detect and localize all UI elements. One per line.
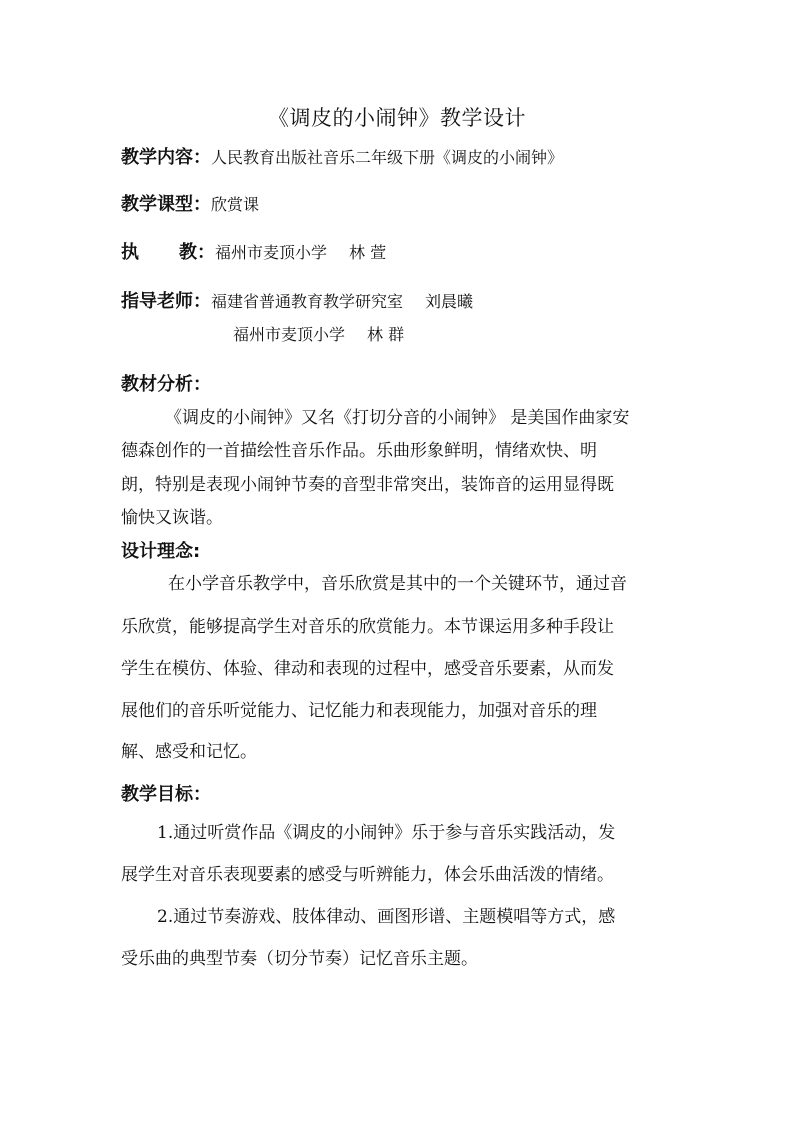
goal-line: 展学生对音乐表现要素的感受与听辨能力，体会乐曲活泼的情绪。 xyxy=(121,865,614,885)
advisor2-name: 林 群 xyxy=(367,325,405,344)
page-title: 《调皮的小闹钟》教学设计 xyxy=(268,106,526,130)
content-row xyxy=(121,145,563,171)
teacher-name: 林 萱 xyxy=(349,243,387,262)
type-label: 教学课型： xyxy=(121,194,211,215)
concept-line: 在小学音乐教学中，音乐欣赏是其中的一个关键环节，通过音 xyxy=(168,574,627,594)
analysis-line: 朗，特别是表现小闹钟节奏的音型非常突出，装饰音的运用显得既 xyxy=(121,475,614,495)
goal-line: 1.通过听赏作品《调皮的小闹钟》乐于参与音乐实践活动，发 xyxy=(157,823,616,843)
advisor1-name: 刘晨曦 xyxy=(425,292,474,311)
teacher-school: 福州市麦顶小学 xyxy=(215,243,328,262)
advisor-row-2 xyxy=(233,322,404,348)
goal-line: 2.通过节奏游戏、肢体律动、画图形谱、主题模唱等方式，感 xyxy=(157,907,616,927)
content-label: 教学内容： xyxy=(121,147,211,168)
concept-line: 展他们的音乐听觉能力、记忆能力和表现能力，加强对音乐的理 xyxy=(121,701,597,721)
type-row xyxy=(121,192,259,218)
content-value: 人民教育出版社音乐二年级下册《调皮的小闹钟》 xyxy=(211,148,564,167)
teacher-label-a: 执 xyxy=(121,242,139,263)
type-value: 欣赏课 xyxy=(211,195,260,214)
teacher-label xyxy=(121,242,215,263)
advisor-row xyxy=(121,289,473,315)
analysis-line: 《调皮的小闹钟》又名《打切分音的小闹钟》 是美国作曲家安 xyxy=(165,408,630,428)
goal-line: 受乐曲的典型节奏（切分节奏）记忆音乐主题。 xyxy=(121,949,478,969)
analysis-line: 德森创作的一首描绘性音乐作品。乐曲形象鲜明，情绪欢快、明 xyxy=(121,441,597,461)
analysis-heading: 教材分析： xyxy=(121,374,211,395)
goals-heading: 教学目标： xyxy=(121,784,211,805)
teacher-label-b: 教： xyxy=(179,242,215,263)
concept-line: 学生在模仿、体验、律动和表现的过程中，感受音乐要素，从而发 xyxy=(121,659,614,679)
analysis-line: 愉快又诙谐。 xyxy=(121,508,223,528)
advisor1-org: 福建省普通教育教学研究室 xyxy=(211,292,404,311)
concept-line: 乐欣赏，能够提高学生对音乐的欣赏能力。本节课运用多种手段让 xyxy=(121,617,614,637)
concept-line: 解、感受和记忆。 xyxy=(121,742,257,762)
concept-heading: 设计理念: xyxy=(121,541,201,562)
teacher-row xyxy=(121,240,386,266)
advisor-label: 指导老师： xyxy=(121,291,211,312)
advisor2-org: 福州市麦顶小学 xyxy=(233,325,346,344)
